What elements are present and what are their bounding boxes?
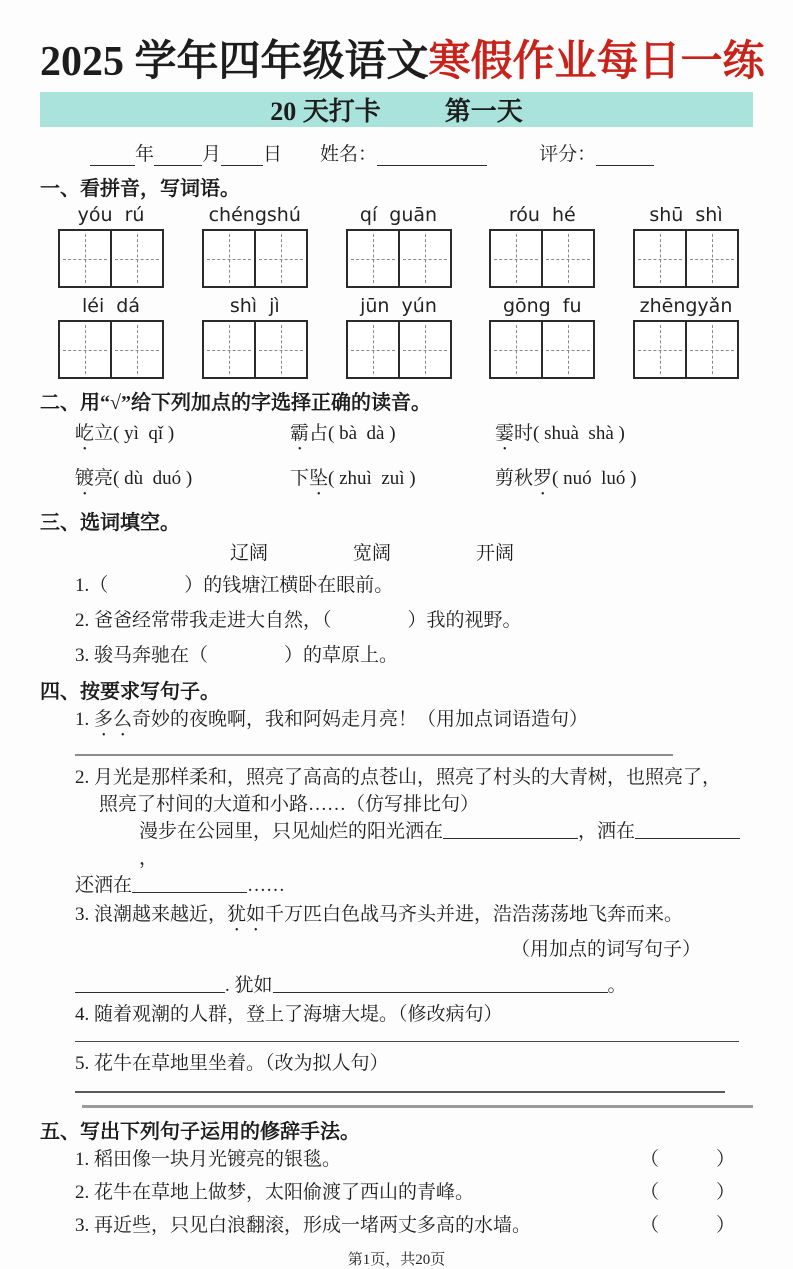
- year-label: 年: [135, 144, 155, 165]
- writing-box: [489, 229, 595, 288]
- pinyin-label: róu hé: [508, 204, 576, 226]
- pronunciation-grid: [75, 418, 753, 500]
- fill-line: [75, 873, 753, 900]
- pinyin-options: ( zhuì zuì ): [328, 468, 416, 489]
- rhetoric-question: [75, 1147, 735, 1174]
- banner-day-label: 第一天: [444, 97, 523, 126]
- sentence-question-5: 5. 花牛在草地里坐着。（改为拟人句）: [75, 1053, 389, 1075]
- writing-cell: [685, 231, 737, 286]
- writing-cell: [254, 231, 306, 286]
- writing-box: [489, 320, 595, 379]
- writing-cell: [398, 322, 450, 377]
- write-blank: [273, 973, 608, 993]
- writing-box: [58, 229, 164, 288]
- question-text: 3. 再近些，只见白浪翻滚，形成一堵两丈多高的水墙。: [75, 1215, 532, 1237]
- question-text: 千万匹白色战马齐头并进，浩浩荡荡地飞奔而来。: [265, 903, 684, 925]
- writing-cell: [60, 322, 110, 377]
- section1-title: 一、看拼音，写词语。: [40, 178, 240, 200]
- writing-cell: [348, 231, 398, 286]
- answer-line: [75, 1041, 739, 1042]
- writing-box: [202, 229, 308, 288]
- name-blank: [377, 146, 487, 166]
- writing-cell: [254, 322, 306, 377]
- question-text: 2. 花牛在草地上做梦，太阳偷渡了西山的青峰。: [75, 1182, 475, 1204]
- answer-paren: （ ）: [639, 1149, 735, 1171]
- pinyin-label: zhēngyǎn: [639, 295, 733, 317]
- word-part: 亮: [94, 468, 114, 489]
- writing-cell: [60, 231, 110, 286]
- question-text: 3. 浪潮越来越近，: [75, 903, 228, 925]
- fill-line: [75, 973, 753, 1000]
- write-blank: [132, 873, 247, 893]
- pinyin-label: yóu rú: [77, 204, 145, 226]
- sentence-question-4: 4. 随着观潮的人群，登上了海塘大堤。（修改病句）: [75, 1003, 503, 1025]
- pinyin-row-2: [58, 295, 739, 379]
- sentence-question-1: [75, 707, 753, 741]
- pronunciation-item: [495, 463, 753, 500]
- writing-cell: [204, 231, 254, 286]
- answer-line: [75, 1091, 725, 1093]
- section3-title: 三、选词填空。: [40, 512, 180, 534]
- pronunciation-item: [75, 418, 290, 455]
- question-text: 还洒在: [75, 874, 133, 896]
- pinyin-item: [633, 204, 739, 288]
- dotted-char: 霎: [495, 423, 515, 444]
- pinyin-item: [58, 295, 164, 379]
- writing-box: [633, 320, 739, 379]
- month-blank: [154, 146, 202, 166]
- writing-cell: [685, 322, 737, 377]
- question-number: 1.: [75, 709, 94, 730]
- pinyin-label: qí guān: [359, 204, 438, 226]
- title-red: 寒假作业每日一练: [428, 39, 765, 85]
- writing-box: [346, 320, 452, 379]
- dotted-char: 罗: [533, 468, 553, 489]
- pinyin-options: ( yì qǐ ): [113, 423, 175, 444]
- question-text: 。: [607, 974, 627, 996]
- pronunciation-item: [290, 418, 495, 455]
- word-bank-item: 开阔: [476, 543, 515, 564]
- day-blank: [221, 146, 263, 166]
- word-part: 时: [514, 423, 534, 444]
- pinyin-options: ( shuà shà ): [533, 423, 625, 444]
- banner-checkin-label: 20 天打卡: [270, 97, 381, 126]
- pinyin-item: [346, 204, 452, 288]
- word-part: 立: [94, 423, 114, 444]
- question-text: 1. 稻田像一块月光镀亮的银毯。: [75, 1149, 342, 1171]
- question-text: . 犹如: [225, 974, 273, 996]
- word-bank-item: 辽阔: [230, 543, 269, 564]
- dotted-char: 霸: [290, 423, 310, 444]
- answer-line: [75, 754, 673, 756]
- dotted-char: 坠: [309, 468, 329, 489]
- section4-title: 四、按要求写句子。: [40, 681, 220, 703]
- page-title: [40, 28, 765, 88]
- question-text: 2. 月光是那样柔和，照亮了高高的点苍山，照亮了村头的大青树，也照亮了，: [75, 767, 722, 788]
- dotted-char: 屹: [75, 423, 95, 444]
- pinyin-label: jūn yún: [360, 295, 437, 317]
- page-number: 第1页，共20页: [347, 1252, 446, 1269]
- pinyin-options: ( dù duó ): [113, 468, 193, 489]
- writing-cell: [110, 231, 162, 286]
- writing-cell: [635, 231, 685, 286]
- title-black: 2025 学年四年级语文: [40, 39, 429, 85]
- question-note: （用加点的词写句子）: [510, 938, 701, 960]
- pinyin-label: gōng fu: [502, 295, 582, 317]
- write-blank: [443, 819, 578, 839]
- writing-cell: [204, 322, 254, 377]
- score-blank: [596, 146, 654, 166]
- writing-cell: [635, 322, 685, 377]
- pinyin-item: [489, 204, 595, 288]
- word-bank: [230, 538, 753, 565]
- fill-blank-sentence: 1.（ ）的钱塘江横卧在眼前。: [75, 575, 394, 596]
- writing-cell: [110, 322, 162, 377]
- question-text: 漫步在公园里，只见灿烂的阳光洒在: [139, 820, 444, 842]
- writing-box: [58, 320, 164, 379]
- writing-box: [346, 229, 452, 288]
- dotted-char: 镀: [75, 468, 95, 489]
- word-part: 剪秋: [495, 468, 534, 489]
- section5-title: 五、写出下列句子运用的修辞手法。: [40, 1121, 360, 1144]
- writing-cell: [541, 231, 593, 286]
- fill-line: [75, 819, 753, 873]
- writing-cell: [348, 322, 398, 377]
- write-blank: [75, 973, 225, 993]
- sentence-question-2: [75, 765, 753, 900]
- rhetoric-question: [75, 1180, 735, 1207]
- day-label: 日: [263, 144, 283, 165]
- pinyin-item: [489, 295, 595, 379]
- writing-box: [633, 229, 739, 288]
- year-blank: [90, 146, 135, 166]
- sentence-question-3: [75, 902, 753, 936]
- name-label: 姓名：: [320, 144, 378, 165]
- pinyin-label: chéngshú: [208, 204, 301, 226]
- writing-box: [202, 320, 308, 379]
- score-label: 评分：: [539, 144, 597, 165]
- pronunciation-item: [290, 463, 495, 500]
- dotted-word: 犹如: [227, 903, 266, 925]
- dotted-word: 多么: [94, 709, 133, 730]
- pronunciation-item: [75, 463, 290, 500]
- rhetoric-question: [75, 1213, 735, 1240]
- pronunciation-item: [495, 418, 753, 455]
- fill-blank-sentence: 2. 爸爸经常带我走进大自然，（ ）我的视野。: [75, 610, 522, 631]
- pinyin-label: shū shì: [649, 204, 723, 226]
- pinyin-item: [202, 204, 308, 288]
- pinyin-item: [346, 295, 452, 379]
- worksheet-page: [0, 28, 793, 1269]
- write-blank: [635, 819, 740, 839]
- section2-title: 二、用“√”给下列加点的字选择正确的读音。: [40, 392, 431, 414]
- question-text: ……: [247, 874, 286, 896]
- question-text: 奇妙的夜晚啊，我和阿妈走月亮！（用加点词语造句）: [132, 709, 589, 730]
- meta-line: [90, 139, 753, 166]
- writing-cell: [541, 322, 593, 377]
- pinyin-options: ( nuó luó ): [552, 468, 637, 489]
- pinyin-item: [633, 295, 739, 379]
- answer-paren: （ ）: [639, 1215, 735, 1237]
- word-bank-item: 宽阔: [353, 543, 392, 564]
- question-text: ，: [139, 847, 159, 869]
- section-separator: [82, 1105, 753, 1108]
- day-banner: [40, 92, 753, 127]
- word-part: 下: [290, 468, 310, 489]
- pinyin-options: ( bà dà ): [328, 423, 396, 444]
- fill-blank-sentence: 3. 骏马奔驰在（ ）的草原上。: [75, 645, 399, 666]
- pinyin-row-1: [58, 204, 739, 288]
- month-label: 月: [202, 144, 222, 165]
- writing-cell: [398, 231, 450, 286]
- writing-cell: [491, 231, 541, 286]
- pinyin-item: [58, 204, 164, 288]
- pinyin-item: [202, 295, 308, 379]
- pinyin-label: shì jì: [229, 295, 280, 317]
- answer-paren: （ ）: [639, 1182, 735, 1204]
- word-part: 占: [309, 423, 329, 444]
- question-text: ，洒在: [578, 820, 636, 842]
- writing-cell: [491, 322, 541, 377]
- pinyin-label: léi dá: [81, 295, 141, 317]
- question-text: 照亮了村间的大道和小路……（仿写排比句）: [99, 793, 480, 815]
